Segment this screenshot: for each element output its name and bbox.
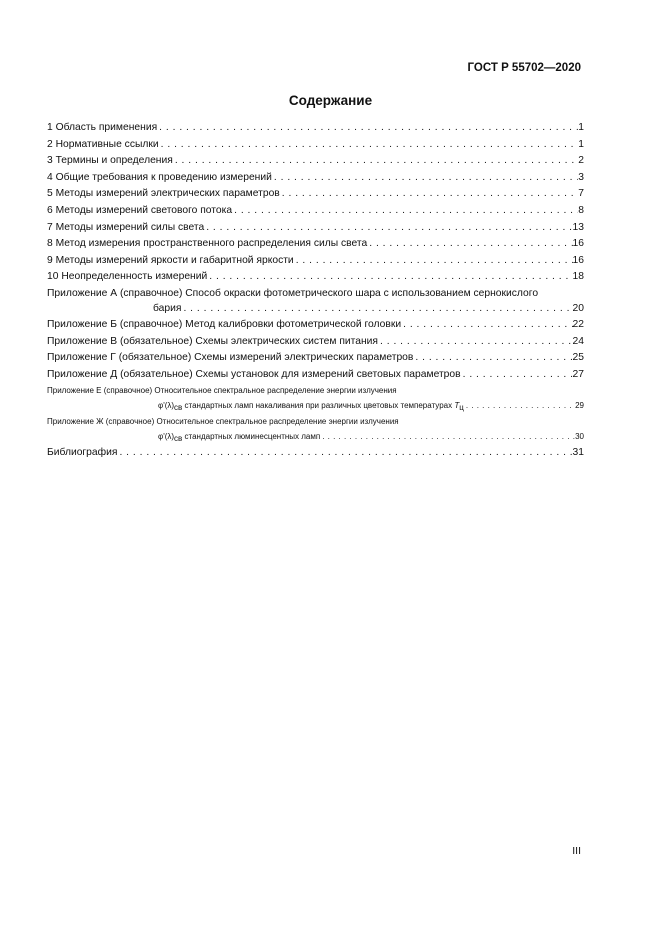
toc-entry-text-continued: бария: [153, 302, 182, 314]
toc-entry-appendix-e[interactable]: [47, 383, 584, 414]
toc-entry-appendix-b[interactable]: [47, 317, 584, 334]
toc-entry-text: 3 Термины и определения: [47, 155, 173, 167]
dot-leader: [157, 120, 578, 137]
phi-symbol: φ'(λ): [158, 432, 175, 442]
page-number: III: [572, 845, 581, 857]
dot-leader: [320, 430, 575, 444]
toc-entry-section-8[interactable]: [47, 236, 584, 253]
toc-entry-text: 9 Методы измерений яркости и габаритной яркости: [47, 254, 294, 266]
toc-entry-section-10[interactable]: [47, 269, 584, 286]
toc-entry-section-2[interactable]: [47, 137, 584, 154]
toc-entry-page: 24: [572, 335, 584, 347]
toc-entry-text: 5 Методы измерений электрических параметров: [47, 188, 280, 200]
toc-entry-text: Приложение Б (справочное) Метод калибровки фотометрической головки: [47, 318, 402, 330]
toc-entry-appendix-d[interactable]: [47, 367, 584, 384]
dot-leader: [181, 302, 572, 316]
toc-entry-appendix-v[interactable]: [47, 334, 584, 351]
toc-entry-appendix-zh[interactable]: [47, 414, 584, 445]
toc-entry-text: 2 Нормативные ссылки: [47, 138, 159, 150]
toc-entry-text: 6 Методы измерений светового потока: [47, 204, 233, 216]
toc-entry-text: Библиография: [47, 447, 118, 459]
toc-entry-page: 30: [575, 432, 584, 442]
toc-entry-text: Приложение Г (обязательное) Схемы измерений электрических параметров: [47, 352, 414, 364]
toc-entry-page: 3: [578, 171, 584, 183]
toc-entry-section-6[interactable]: [47, 203, 584, 220]
toc-entry-section-5[interactable]: [47, 186, 584, 203]
dot-leader: [232, 203, 578, 220]
toc-title: Содержание: [288, 93, 373, 108]
phi-symbol: φ'(λ): [158, 401, 175, 411]
toc-entry-text-continued: [158, 430, 320, 446]
toc-entry-page: 18: [572, 271, 584, 283]
dot-leader: [367, 236, 572, 253]
toc-entry-page: 7: [578, 188, 584, 200]
phi-subscript: св: [174, 403, 183, 413]
toc-entry-text: 8 Метод измерения пространственного распределения силы света: [47, 238, 368, 250]
toc-entry-text: 10 Неопределенность измерений: [47, 271, 208, 283]
toc-entry-text-continued: [158, 399, 464, 415]
toc-entry-page: 31: [572, 447, 584, 459]
toc-entry-page: 2: [578, 155, 584, 167]
toc-entry-text: 4 Общие требования к проведению измерений: [47, 171, 272, 183]
toc-entry-text: Приложение Д (обязательное) Схемы установок для измерений световых параметров: [47, 368, 461, 380]
toc-entry-section-3[interactable]: [47, 153, 584, 170]
dot-leader: [461, 367, 573, 384]
toc-entry-text: Приложение А (справочное) Способ окраски фотометрического шара с использованием сернокислого: [47, 287, 539, 299]
phi-subscript: св: [174, 434, 183, 444]
toc-entry-text-tail: стандартных ламп накаливания при различных цветовых температурах: [184, 401, 453, 411]
toc-entry-page: 16: [572, 238, 584, 250]
toc-entry-page: 27: [572, 368, 584, 380]
document-standard-number: ГОСТ Р 55702—2020: [467, 62, 581, 74]
dot-leader: [378, 334, 573, 351]
toc-entry-bibliography[interactable]: [47, 445, 584, 462]
toc-entry-section-9[interactable]: [47, 253, 584, 270]
toc-entry-page: 8: [578, 204, 584, 216]
toc-entry-text: Приложение Ж (справочное) Относительное спектральное распределение энергии излучения: [47, 417, 399, 427]
dot-leader: [272, 170, 578, 187]
toc-entry-text: 1 Область применения: [47, 122, 158, 133]
dot-leader: [464, 399, 575, 413]
toc-entry-appendix-g[interactable]: [47, 350, 584, 367]
toc-entry-page: 29: [575, 401, 584, 411]
toc-entry-page: 20: [572, 302, 584, 314]
toc-entry-text: 7 Методы измерений силы света: [47, 221, 205, 233]
dot-leader: [159, 137, 579, 154]
dot-leader: [204, 220, 572, 237]
toc-entry-appendix-a[interactable]: [47, 286, 584, 317]
dot-leader: [413, 350, 572, 367]
toc-entry-section-7[interactable]: [47, 220, 584, 237]
dot-leader: [207, 269, 572, 286]
dot-leader: [173, 153, 578, 170]
temperature-symbol: T: [454, 401, 460, 411]
toc-entry-page: 1: [578, 138, 584, 150]
temperature-subscript: ц: [459, 403, 464, 413]
dot-leader: [117, 445, 572, 462]
toc-entry-page: 13: [572, 221, 584, 233]
toc-entry-text-tail: стандартных люминесцентных ламп: [184, 432, 321, 442]
dot-leader: [294, 253, 573, 270]
toc-entry-page: 25: [572, 352, 584, 364]
toc-entry-section-1[interactable]: [47, 120, 584, 137]
toc-entry-page: 22: [572, 318, 584, 330]
dot-leader: [401, 317, 572, 334]
table-of-contents: [47, 120, 584, 462]
dot-leader: [280, 186, 579, 203]
toc-entry-text: Приложение В (обязательное) Схемы электрических систем питания: [47, 335, 378, 347]
toc-entry-text: Приложение Е (справочное) Относительное спектральное распределение энергии излучения: [47, 386, 397, 396]
toc-entry-page: 1: [578, 122, 584, 133]
toc-entry-section-4[interactable]: [47, 170, 584, 187]
toc-entry-page: 16: [572, 254, 584, 266]
